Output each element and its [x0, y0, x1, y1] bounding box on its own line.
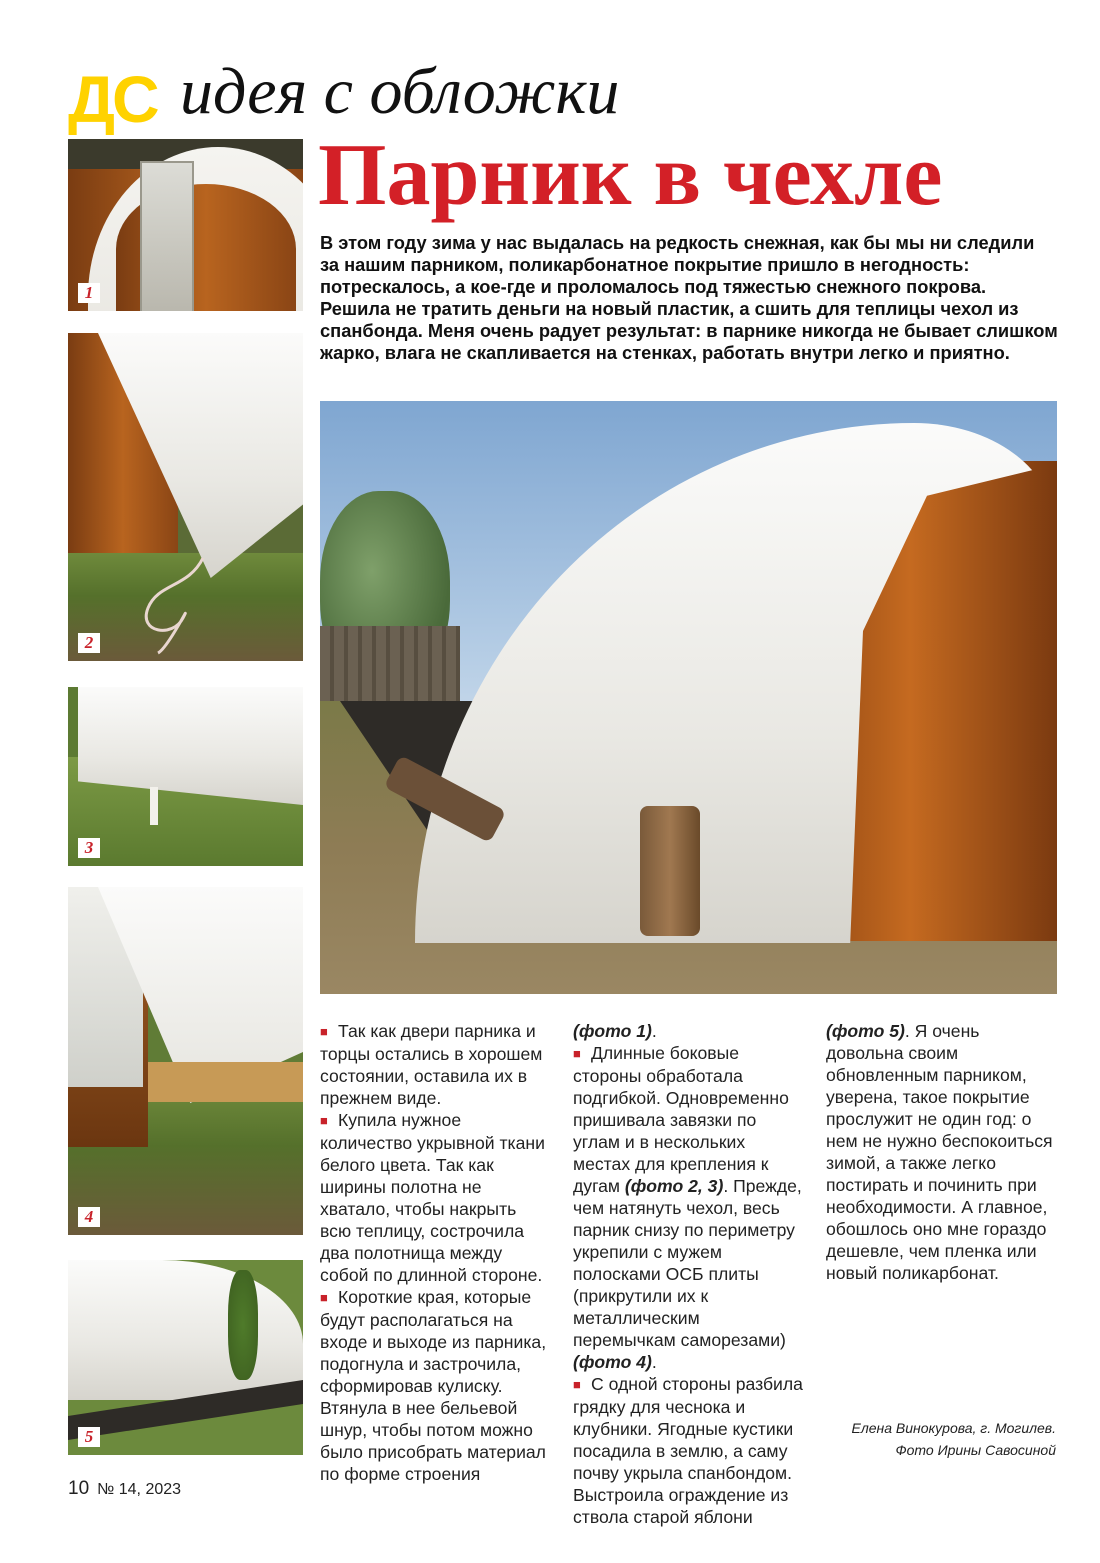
photo-4 [68, 887, 303, 1235]
paragraph-5-end: . Я очень довольна своим обновленным парником, уверена, такое покрытие прослужит не один год: о нем не нужно беспокоиться зимой, а также легко постирать и починить при необходимости. А главное, обошлось оно мне гораздо дешевле, чем пленка или новый поликарбонат. [826, 1021, 1053, 1283]
photo-ref: (фото 5) [826, 1021, 905, 1041]
bullet-icon: ■ [320, 1113, 328, 1128]
paragraph-1: Так как двери парника и торцы остались в хорошем состоянии, оставила их в прежнем виде. [320, 1021, 543, 1108]
paragraph-4: Длинные боковые стороны обработала подгибкой. Одновременно пришивала завязки по углам и в нескольких местах для крепления к дугам [573, 1043, 789, 1196]
paragraph-5: С одной стороны разбила грядку для чеснока и клубники. Ягодные кустики посадила в землю, а саму почву укрыла спанбондом. Выстроила ограждение из ствола старой яблони [573, 1374, 803, 1527]
rubric-title: идея с обложки [180, 55, 620, 128]
photo-2 [68, 333, 303, 661]
bullet-icon: ■ [320, 1024, 328, 1039]
paragraph-3: Короткие края, которые будут располагаться на входе и выходе из парника, подогнула и застрочила, сформировав кулиску. Втянула в нее бельевой шнур, чтобы потом можно было присобрать материал по форме строения [320, 1287, 547, 1484]
text-column-2: (фото 1). ■ Длинные боковые стороны обработала подгибкой. Одновременно пришивала завязки по углам и в нескольких местах для крепления к дугам (фото 2, 3). Прежде, чем натянуть чехол, весь парник снизу по периметру укрепили с мужем полосками ОСБ плиты (прикрутили их к металлическим перемычкам саморезами) (фото 4). ■ С одной стороны разбила грядку для чеснока и клубники. Ягодные кустики посадила в землю, а саму почву укрыла спанбондом. Выстроила ограждение из ствола старой яблони [573, 1021, 803, 1527]
page-footer [68, 1478, 181, 1500]
text-column-1 [320, 1020, 552, 1485]
main-photo [320, 401, 1057, 994]
photo-ref: (фото 2, 3) [624, 1176, 724, 1196]
bullet-icon: ■ [320, 1290, 328, 1305]
paragraph-2: Купила нужное количество укрывной ткани белого цвета. Так как ширины полотна не хватало, чтобы накрыть всю теплицу, сострочила два полотнища между собой по длинной стороне. [320, 1110, 545, 1285]
issue-number: № 14, 2023 [97, 1481, 182, 1498]
photo-5-number: 5 [78, 1427, 100, 1447]
photo-3-number: 3 [78, 838, 100, 858]
text-column-3 [826, 1020, 1058, 1284]
article-title: Парник в чехле [318, 127, 943, 224]
photo-ref: (фото 1) [573, 1021, 652, 1041]
photo-4-number: 4 [78, 1207, 100, 1227]
bullet-icon: ■ [573, 1046, 581, 1061]
photo-5 [68, 1260, 303, 1455]
photo-credit: Фото Ирины Савосиной [895, 1442, 1056, 1458]
photo-1 [68, 139, 303, 311]
magazine-logo: ДС [68, 62, 157, 136]
photo-1-number: 1 [78, 283, 100, 303]
author-credit: Елена Винокурова, г. Могилев. [851, 1420, 1056, 1436]
photo-3 [68, 687, 303, 866]
bullet-icon: ■ [573, 1377, 581, 1392]
article-lead: В этом году зима у нас выдалась на редкость снежная, как бы мы ни следили за нашим парником, поликарбонатное покрытие пришло в негодность: потрескалось, а кое-где и проломалось под тяжестью снежного покрова. Решила не тратить деньги на новый пластик, а сшить для теплицы чехол из спанбонда. Меня очень радует результат: в парнике никогда не бывает слишком жарко, влага не скапливается на стенках, работать внутри легко и приятно. [320, 232, 1058, 363]
page-number: 10 [68, 1478, 90, 1499]
photo-ref: (фото 4) [573, 1352, 652, 1372]
photo-2-number: 2 [78, 633, 100, 653]
